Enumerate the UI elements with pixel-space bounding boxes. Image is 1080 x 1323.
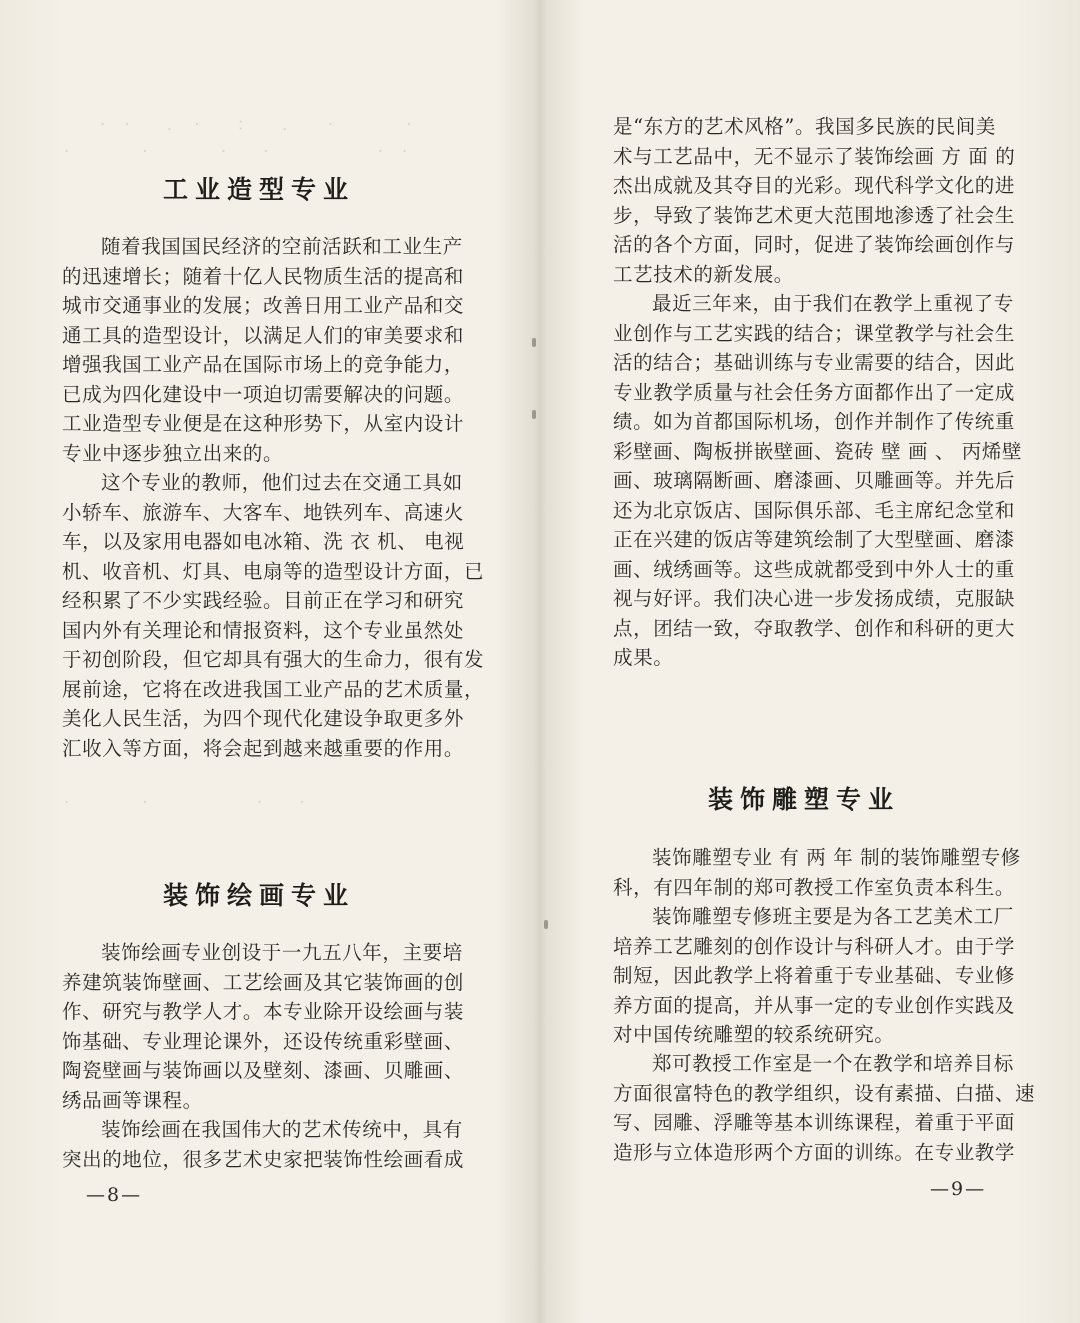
- text-line: 装饰绘画在我国伟大的艺术传统中，具有: [101, 1118, 463, 1141]
- text-line: 随着我国国民经济的空前活跃和工业生产: [101, 235, 463, 258]
- text-line: 工艺技术的新发展。: [613, 262, 794, 286]
- text-line: 突出的地位，很多艺术史家把装饰性绘画看成: [62, 1147, 465, 1171]
- section-sculpture-para-2: [613, 902, 1016, 1050]
- text-line: 陶瓷壁画与装饰画以及壁刻、漆画、贝雕画、: [62, 1059, 465, 1082]
- text-line: 车，以及家用电器如电冰箱、洗 衣 机、 电视: [62, 530, 465, 553]
- text-line: 机、收音机、灯具、电扇等的造型设计方面，已: [62, 559, 485, 583]
- text-line: 方面很富特色的教学组织，设有素描、白描、速: [613, 1081, 1036, 1105]
- page-number-left: —8—: [86, 1184, 143, 1206]
- section-industrial-para-2: [62, 468, 485, 763]
- text-line: 作、研究与教学人才。本专业除开设绘画与装: [62, 1000, 465, 1023]
- heading-decorative-sculpture: 装饰雕塑专业: [707, 785, 900, 814]
- section-painting-continued: [613, 112, 1016, 289]
- text-line: 活的结合；基础训练与专业需要的结合，因此: [613, 351, 1016, 374]
- text-line: 画、绒绣画等。这些成就都受到中外人士的重: [613, 557, 1016, 581]
- bleed-through-text: · · · ·: [64, 793, 306, 813]
- text-line: 成果。: [613, 646, 674, 669]
- text-line: 饰基础、专业理论课外，还设传统重彩壁画、: [62, 1029, 465, 1053]
- text-line: 装饰雕塑专修班主要是为各工艺美术工厂: [652, 905, 1014, 928]
- text-line: 经积累了不少实践经验。目前正在学习和研究: [62, 589, 465, 612]
- text-line: 国内外有关理论和情报资料，这个专业虽然处: [62, 618, 465, 642]
- text-line: 正在兴建的饭店等建筑绘制了大型壁画、磨漆: [613, 528, 1016, 551]
- section-sculpture-para-3: [613, 1049, 1036, 1167]
- text-line: 专业中逐步独立出来的。: [62, 441, 284, 465]
- text-line: 的迅速增长；随着十亿人民物质生活的提高和: [62, 264, 465, 288]
- section-painting-para-2: [62, 1115, 465, 1174]
- text-line: 制短，因此教学上将着重于专业基础、专业修: [613, 964, 1016, 987]
- text-line: 业创作与工艺实践的结合；课堂教学与社会生: [613, 321, 1016, 345]
- text-line: 郑可教授工作室是一个在教学和培养目标: [652, 1052, 1014, 1075]
- text-line: 装饰绘画专业创设于一九五八年，主要培: [101, 941, 463, 964]
- text-line: 已成为四化建设中一项迫切需要解决的问题。: [62, 382, 465, 406]
- text-line: 步，导致了装饰艺术更大范围地渗透了社会生: [613, 203, 1016, 227]
- text-line: 科，有四年制的郑可教授工作室负责本科生。: [613, 875, 1016, 899]
- right-page: [540, 0, 1080, 1323]
- text-line: 绣品画等课程。: [62, 1088, 203, 1112]
- text-line: 最近三年来，由于我们在教学上重视了专: [652, 292, 1014, 315]
- text-line: 对中国传统雕塑的较系统研究。: [613, 1023, 895, 1046]
- text-line: 通工具的造型设计，以满足人们的审美要求和: [62, 323, 465, 347]
- text-line: 是“东方的艺术风格”。我国多民族的民间美: [613, 115, 996, 138]
- text-line: 画、玻璃隔断画、磨漆画、贝雕画等。并先后: [613, 469, 1016, 492]
- text-line: 美化人民生活，为四个现代化建设争取更多外: [62, 707, 465, 730]
- binding-mark: [532, 338, 536, 347]
- text-line: 还为北京饭店、国际俱乐部、毛主席纪念堂和: [613, 498, 1016, 522]
- text-line: 彩壁画、陶板拼嵌壁画、瓷砖 壁 画 、 丙烯壁: [613, 439, 1023, 463]
- text-line: 这个专业的教师，他们过去在交通工具如: [101, 471, 463, 494]
- text-line: 写、园雕、浮雕等基本训练课程，着重于平面: [613, 1111, 1016, 1134]
- text-line: 绩。如为首都国际机场，创作并制作了传统重: [613, 410, 1016, 433]
- text-line: 汇收入等方面，将会起到越来越重要的作用。: [62, 736, 465, 760]
- text-line: 视与好评。我们决心进一步发扬成绩，克服缺: [613, 587, 1016, 610]
- text-line: 杰出成就及其夺目的光彩。现代科学文化的进: [613, 174, 1016, 197]
- text-line: 小轿车、旅游车、大客车、地铁列车、高速火: [62, 500, 465, 524]
- text-line: 装饰雕塑专业 有 两 年 制的装饰雕塑专修: [652, 846, 1021, 869]
- text-line: 展前途，它将在改进我国工业产品的艺术质量，: [62, 677, 485, 701]
- text-line: 工业造型专业便是在这种形势下，从室内设计: [62, 412, 465, 435]
- section-sculpture-para-1: [613, 843, 1021, 902]
- heading-industrial-design: 工业造型专业: [162, 175, 355, 204]
- page-number-right: —9—: [930, 1178, 987, 1200]
- text-line: 点，团结一致，夺取教学、创作和科研的更大: [613, 616, 1016, 640]
- text-line: 养方面的提高，并从事一定的专业创作实践及: [613, 993, 1016, 1017]
- section-painting-para-3: [613, 289, 1023, 673]
- text-line: 培养工艺雕刻的创作设计与科研人才。由于学: [613, 934, 1016, 958]
- heading-decorative-painting: 装饰绘画专业: [162, 881, 355, 910]
- binding-mark: [532, 410, 536, 419]
- text-line: 增强我国工业产品在国际市场上的竞争能力，: [62, 353, 465, 376]
- bleed-through-text: · · ． · ： ． · ·: [64, 115, 413, 135]
- text-line: 于初创阶段，但它却具有强大的生命力，很有发: [62, 648, 485, 671]
- text-line: 专业教学质量与社会任务方面都作出了一定成: [613, 380, 1016, 404]
- text-line: 术与工艺品中，无不显示了装饰绘画 方 面 的: [613, 144, 1016, 168]
- text-line: 造形与立体造形两个方面的训练。在专业教学: [613, 1140, 1016, 1164]
- bleed-through-text: · · · · · ·: [64, 142, 409, 162]
- section-painting-para-1: [62, 938, 465, 1115]
- text-line: 城市交通事业的发展；改善日用工业产品和交: [62, 294, 465, 317]
- text-line: 活的各个方面，同时，促进了装饰绘画创作与: [613, 233, 1016, 256]
- section-industrial-para-1: [62, 232, 465, 468]
- binding-mark: [544, 920, 548, 929]
- text-line: 养建筑装饰壁画、工艺绘画及其它装饰画的创: [62, 970, 465, 994]
